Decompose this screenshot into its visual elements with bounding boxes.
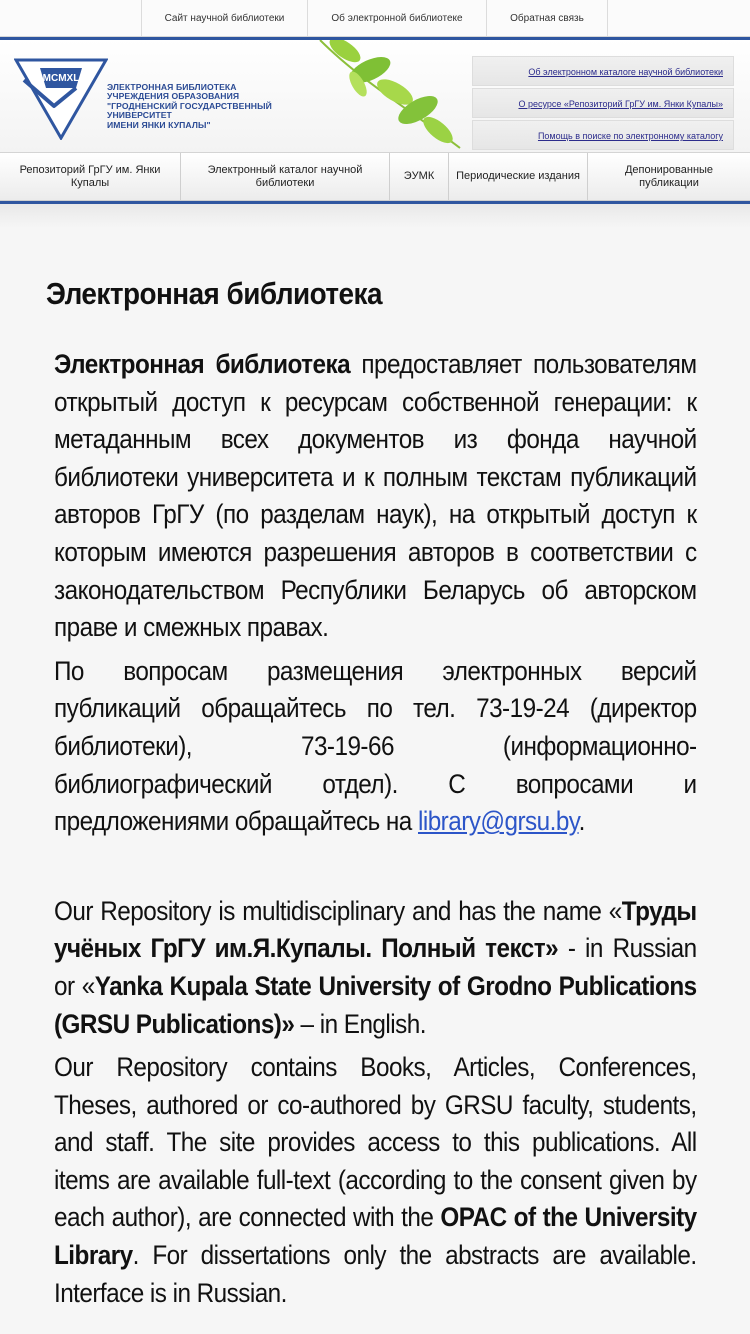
university-logo-icon[interactable] bbox=[14, 58, 108, 140]
email-link[interactable]: library@grsu.by bbox=[417, 806, 579, 837]
library-title bbox=[107, 83, 307, 130]
top-link-about-elibrary[interactable]: Об электронной библиотеке bbox=[308, 0, 487, 36]
site-header bbox=[0, 40, 750, 152]
intro-bold: Электронная библиотека bbox=[54, 349, 351, 379]
repo-text-3: – in English. bbox=[294, 1008, 426, 1039]
nav-item-catalog[interactable]: Электронный каталог научной библиотеки bbox=[181, 153, 390, 200]
contact-paragraph bbox=[54, 653, 697, 841]
top-links bbox=[141, 0, 748, 36]
repo-name-ru: Труды учёных ГрГУ им.Я.Купалы. Полный текст» bbox=[54, 895, 697, 964]
logo-text: MCMXL bbox=[42, 73, 80, 84]
info-links bbox=[472, 56, 734, 152]
library-title-line: ЭЛЕКТРОННАЯ БИБЛИОТЕКА bbox=[107, 82, 237, 92]
top-bar-spacer bbox=[608, 0, 748, 36]
nav-item-repository[interactable]: Репозиторий ГрГУ им. Янки Купалы bbox=[0, 153, 181, 200]
top-link-library-site[interactable]: Сайт научной библиотеки bbox=[142, 0, 308, 36]
contact-text: По вопросам размещения электронных версий публикаций обращайтесь по тел. 73-19-24 (директор библиотеки), 73-19-66 (информационно-библиографический отдел). С вопросами и предложениями обращайтесь на bbox=[54, 655, 697, 837]
repo-name-en: Yanka Kupala State University of Grodno Publications (GRSU Publications)» bbox=[54, 970, 697, 1039]
info-link-search-help[interactable]: Помощь в поиске по электронному каталогу bbox=[472, 120, 734, 150]
top-bar bbox=[0, 0, 750, 37]
main-content bbox=[0, 228, 750, 1312]
nav-item-periodicals[interactable]: Периодические издания bbox=[449, 153, 588, 200]
info-link-catalog-about[interactable]: Об электронном каталоге научной библиотеки bbox=[472, 56, 734, 86]
info-link-repository-about[interactable]: О ресурсе «Репозиторий ГрГУ им. Янки Купалы» bbox=[472, 88, 734, 118]
top-link-feedback[interactable]: Обратная связь bbox=[487, 0, 608, 36]
intro-paragraph bbox=[54, 346, 697, 647]
nav-item-eumk[interactable]: ЭУМК bbox=[390, 153, 449, 200]
library-title-line: УЧРЕЖДЕНИЯ ОБРАЗОВАНИЯ bbox=[107, 91, 240, 102]
main-nav bbox=[0, 152, 750, 201]
page-title: Электронная библиотека bbox=[46, 276, 382, 311]
leaves-decoration-icon bbox=[300, 40, 470, 152]
library-title-line: ИМЕНИ ЯНКИ КУПАЛЫ" bbox=[107, 119, 211, 130]
repository-contents-paragraph bbox=[54, 1049, 697, 1312]
repository-name-paragraph bbox=[54, 893, 697, 1043]
repo-text-1: Our Repository is multidisciplinary and has the name « bbox=[54, 895, 622, 926]
contact-end: . bbox=[578, 806, 585, 837]
repo-text-2: - in Russian or « bbox=[54, 933, 697, 1001]
contents-text-2: . For dissertations only the abstracts are available. Interface is in Russian. bbox=[54, 1240, 697, 1308]
library-title-line: УНИВЕРСИТЕТ bbox=[107, 110, 172, 121]
nav-shadow bbox=[0, 204, 750, 228]
opac-label: OPAC of the University Library bbox=[54, 1202, 697, 1271]
library-title-line: "ГРОДНЕНСКИЙ ГОСУДАРСТВЕННЫЙ bbox=[107, 100, 272, 111]
nav-item-deposited[interactable]: Депонированные публикации bbox=[624, 163, 714, 189]
contents-text-1: Our Repository contains Books, Articles, Conferences, Theses, authored or co-authored by GRSU faculty, students, and staff. The site provides access to this publications. All items are available full-text (according to the consent given by each author), are connected with the bbox=[54, 1052, 697, 1233]
intro-text: предоставляет пользователям открытый доступ к ресурсам собственной генерации: к метаданным всех документов из фонда научной библиотеки университета и к полным текстам публикаций авторов ГрГУ (по разделам наук), на открытый доступ к которым имеются разрешения авторов в соответствии с законодательством Республики Беларусь об авторском праве и смежных правах. bbox=[54, 349, 697, 643]
